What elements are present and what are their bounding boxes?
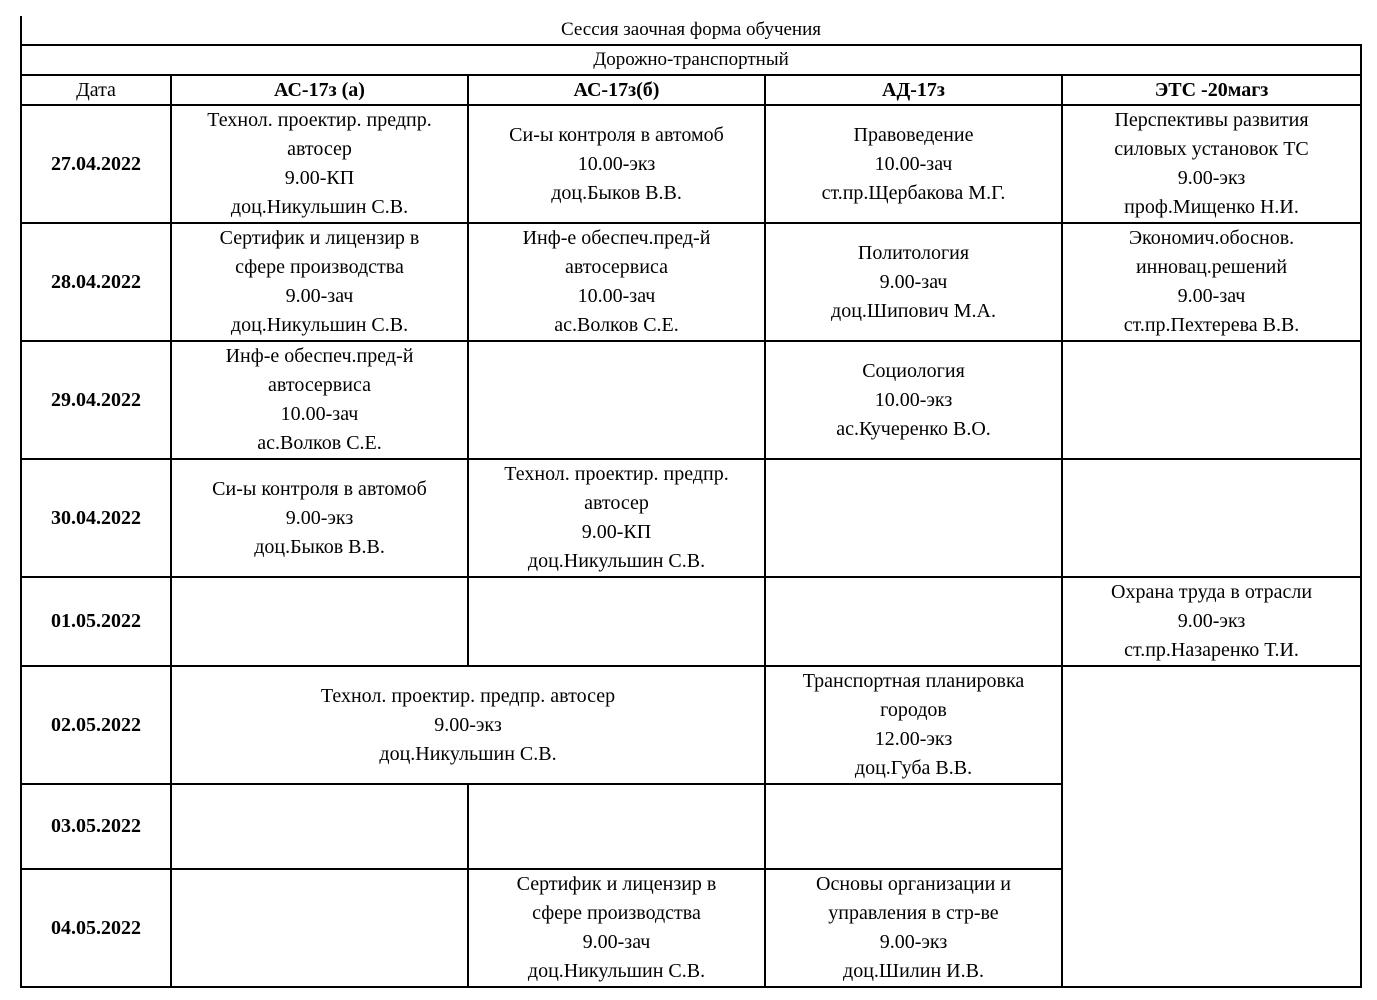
date-cell: 02.05.2022 [21,666,171,784]
table-row [21,105,1361,223]
cell-line: 9.00-экз [1177,167,1246,189]
cell-line: 9.00-зач [582,931,651,953]
cell-line: Технол. проектир. предпр. [504,463,729,485]
cell-line: Инф-е обеспеч.пред-й [522,227,711,249]
cell-line: ст.пр.Назаренко Т.И. [1124,639,1299,661]
cell-line: Си-ы контроля в автомоб [212,477,427,500]
cell-line: 9.00-КП [581,521,652,543]
cell-ets20 [1062,341,1361,459]
cell-line: 9.00-экз [879,931,948,953]
cell-line: 10.00-зач [577,285,656,307]
cell-ets20 [1062,577,1361,666]
cell-line: сфере производства [532,902,701,924]
cell-line: доц.Быков В.В. [551,181,682,204]
cell-line: Правоведение [853,123,974,146]
date-cell: 30.04.2022 [21,459,171,577]
cell-as17a [171,341,468,459]
table-row [21,341,1361,459]
cell-ets20 [1062,223,1361,341]
cell-line: Транспортная планировка [802,670,1025,692]
cell-line: доц.Никульшин С.В. [527,550,706,572]
cell-line: ст.пр.Пехтерева В.В. [1123,314,1300,336]
cell-line: автосервиса [268,374,371,396]
date-cell: 27.04.2022 [21,105,171,223]
cell-line: доц.Шипович М.А. [831,299,996,322]
cell-line: автосервиса [565,256,668,278]
cell-line: Сертифик и лицензир в [219,227,420,249]
cell-ad17 [765,784,1062,869]
department-row [21,45,1361,75]
cell-line: Экономич.обоснов. [1128,227,1295,249]
cell-line: 10.00-зач [874,152,953,175]
cell-line: 10.00-экз [577,152,656,175]
date-cell: 04.05.2022 [21,869,171,987]
cell-line: 9.00-зач [1177,285,1246,307]
cell-ad17 [765,223,1062,341]
header-ets20: ЭТС -20магз [1062,75,1361,105]
cell-as17b [468,784,765,869]
cell-ad17 [765,459,1062,577]
cell-line: Основы организации и [816,873,1011,895]
date-cell: 03.05.2022 [21,784,171,869]
cell-line: автосер [584,492,649,514]
cell-as17b [468,341,765,459]
cell-as17b [468,105,765,223]
cell-ad17 [765,666,1062,784]
cell-line: ст.пр.Щербакова М.Г. [821,181,1006,204]
cell-line: доц.Шилин И.В. [843,960,984,982]
cell-as17ab-merged [171,666,765,784]
cell-line: 10.00-экз [874,388,953,411]
cell-line: Сертифик и лицензир в [516,873,717,895]
cell-line: 9.00-экз [1177,610,1246,632]
cell-line: ас.Кучеренко В.О. [836,417,991,440]
cell-as17a [171,459,468,577]
cell-line: доц.Губа В.В. [854,757,973,779]
cell-line: проф.Мищенко Н.И. [1124,196,1299,218]
date-cell: 01.05.2022 [21,577,171,666]
cell-as17a [171,869,468,987]
cell-line: доц.Никульшин С.В. [527,960,706,982]
header-ad17: АД-17з [765,75,1062,105]
cell-line: Инф-е обеспеч.пред-й [225,345,414,367]
cell-line: 10.00-зач [280,403,359,425]
cell-as17b [468,459,765,577]
date-cell: 28.04.2022 [21,223,171,341]
cell-line: 9.00-экз [434,713,502,736]
header-as17b: АС-17з(б) [468,75,765,105]
department-title: Дорожно-транспортный [21,45,1361,75]
cell-line: городов [880,699,947,721]
cell-line: силовых установок ТС [1114,138,1309,160]
table-row [21,223,1361,341]
cell-line: Технол. проектир. предпр. [207,109,432,131]
cell-line: 12.00-экз [874,728,953,750]
cell-as17a [171,105,468,223]
table-row [21,459,1361,577]
cell-line: доц.Никульшин С.В. [379,742,557,765]
cell-line: инновац.решений [1135,256,1288,278]
cell-ets20 [1062,105,1361,223]
cell-line: сфере производства [235,256,404,278]
schedule-table [20,44,1362,988]
table-row [21,577,1361,666]
header-row [21,75,1361,105]
cell-line: 9.00-зач [879,270,948,293]
cell-line: доц.Никульшин С.В. [230,314,409,336]
header-as17a: АС-17з (а) [171,75,468,105]
cell-ad17 [765,577,1062,666]
cell-line: Технол. проектир. предпр. автосер [320,684,616,707]
header-date: Дата [21,75,171,105]
cell-ets20 [1062,459,1361,577]
cell-as17b [468,577,765,666]
cell-line: доц.Никульшин С.В. [230,196,409,218]
cell-line: Охрана труда в отрасли [1111,581,1313,603]
cell-line: ас.Волков С.Е. [257,432,382,454]
cell-ad17 [765,105,1062,223]
cell-as17b [468,869,765,987]
cell-line: автосер [287,138,352,160]
date-cell: 29.04.2022 [21,341,171,459]
cell-line: Политология [857,241,970,264]
cell-line: Перспективы развития [1114,109,1309,131]
session-title: Сессия заочная форма обучения [20,16,1360,44]
cell-as17a [171,577,468,666]
cell-line: управления в стр-ве [828,902,999,924]
cell-line: ас.Волков С.Е. [554,314,679,336]
table-row [21,666,1361,784]
cell-line: Социология [862,359,965,382]
cell-ad17 [765,341,1062,459]
cell-as17a [171,784,468,869]
cell-as17a [171,223,468,341]
cell-line: Си-ы контроля в автомоб [509,123,724,146]
cell-line: 9.00-КП [284,167,355,189]
cell-line: 9.00-зач [285,285,354,307]
cell-ad17 [765,869,1062,987]
cell-line: 9.00-экз [285,506,354,529]
cell-ets20-merged [1062,666,1361,987]
cell-as17b [468,223,765,341]
cell-line: доц.Быков В.В. [254,535,385,558]
